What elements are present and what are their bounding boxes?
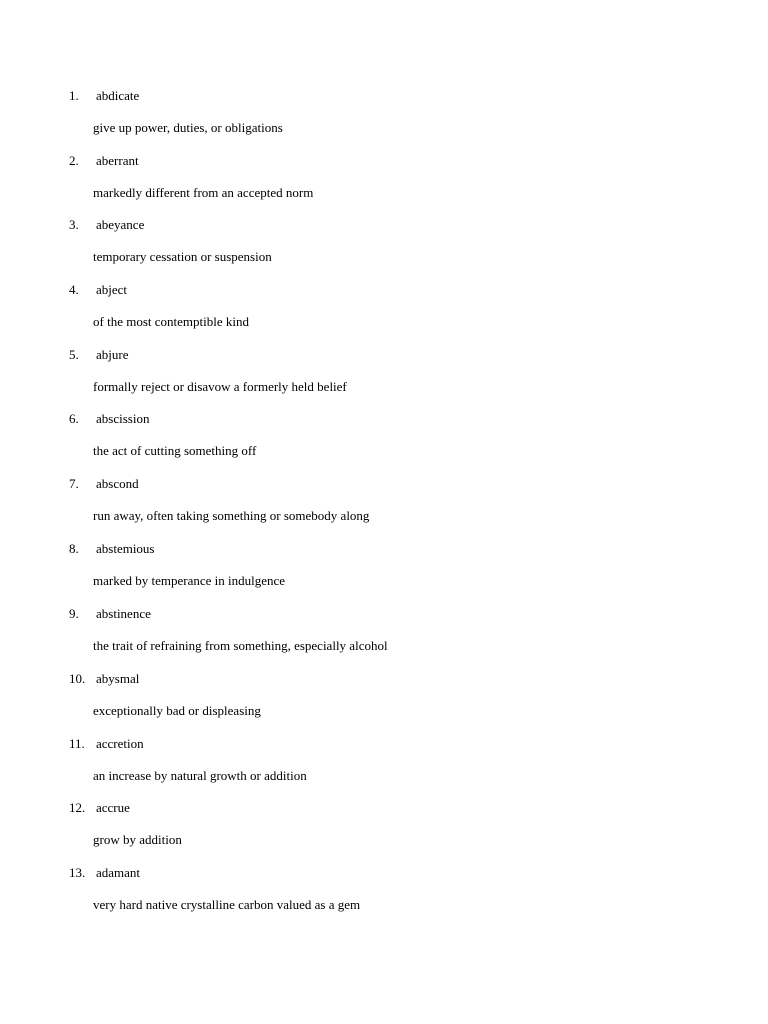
entry-term: abject xyxy=(96,282,128,297)
entry-term: aberrant xyxy=(96,153,139,168)
entry-term: abscond xyxy=(96,476,139,491)
entry-number: 1. xyxy=(69,88,79,103)
entry-number: 9. xyxy=(69,606,79,621)
entry-term: accretion xyxy=(96,736,144,751)
entry-definition: very hard native crystalline carbon valued as a gem xyxy=(93,897,361,912)
entry-number: 3. xyxy=(69,217,79,232)
entry-number: 11. xyxy=(69,736,85,751)
entry-definition: markedly different from an accepted norm xyxy=(93,185,314,200)
entry-definition: an increase by natural growth or addition xyxy=(93,768,307,783)
entry-number: 12. xyxy=(69,800,86,815)
entry-number: 4. xyxy=(69,282,79,297)
entry-definition: marked by temperance in indulgence xyxy=(93,573,286,588)
entry-number: 13. xyxy=(69,865,86,880)
entry-definition: formally reject or disavow a formerly held belief xyxy=(93,379,347,394)
entry-term: abysmal xyxy=(96,671,140,686)
entry-definition: run away, often taking something or somebody along xyxy=(93,508,370,523)
entry-term: abjure xyxy=(96,347,129,362)
entry-number: 7. xyxy=(69,476,79,491)
entry-definition: the act of cutting something off xyxy=(93,443,257,458)
entry-definition: temporary cessation or suspension xyxy=(93,249,272,264)
entry-definition: grow by addition xyxy=(93,832,182,847)
entry-term: abdicate xyxy=(96,88,140,103)
entry-term: accrue xyxy=(96,800,130,815)
entry-term: abeyance xyxy=(96,217,145,232)
entry-term: abscission xyxy=(96,411,150,426)
entry-term: abstemious xyxy=(96,541,155,556)
entry-term: adamant xyxy=(96,865,141,880)
entry-number: 2. xyxy=(69,153,79,168)
entry-definition: the trait of refraining from something, especially alcohol xyxy=(93,638,388,653)
entry-number: 8. xyxy=(69,541,79,556)
entry-number: 6. xyxy=(69,411,79,426)
entry-definition: exceptionally bad or displeasing xyxy=(93,703,261,718)
entry-number: 10. xyxy=(69,671,86,686)
entry-definition: of the most contemptible kind xyxy=(93,314,249,329)
entry-definition: give up power, duties, or obligations xyxy=(93,120,283,135)
entry-term: abstinence xyxy=(96,606,151,621)
entry-number: 5. xyxy=(69,347,79,362)
